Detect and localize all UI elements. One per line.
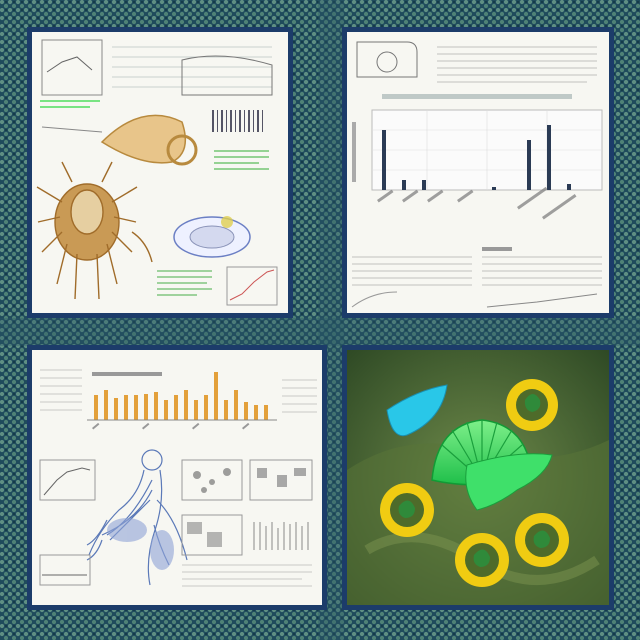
- anatomy-sheet-panel: [27, 27, 293, 318]
- crab-figure: [37, 162, 152, 299]
- crustacean-anatomy-icon: [32, 32, 288, 313]
- human-figure: [87, 450, 187, 585]
- mixed-chart-sheet-panel: [27, 345, 327, 610]
- cell-organelle-icon: [347, 350, 609, 605]
- bar-chart-sheet-panel: [342, 27, 614, 318]
- human-torso-icon: [32, 350, 322, 605]
- micro-illustration-panel: [342, 345, 614, 610]
- bar-chart-icon: [347, 32, 609, 313]
